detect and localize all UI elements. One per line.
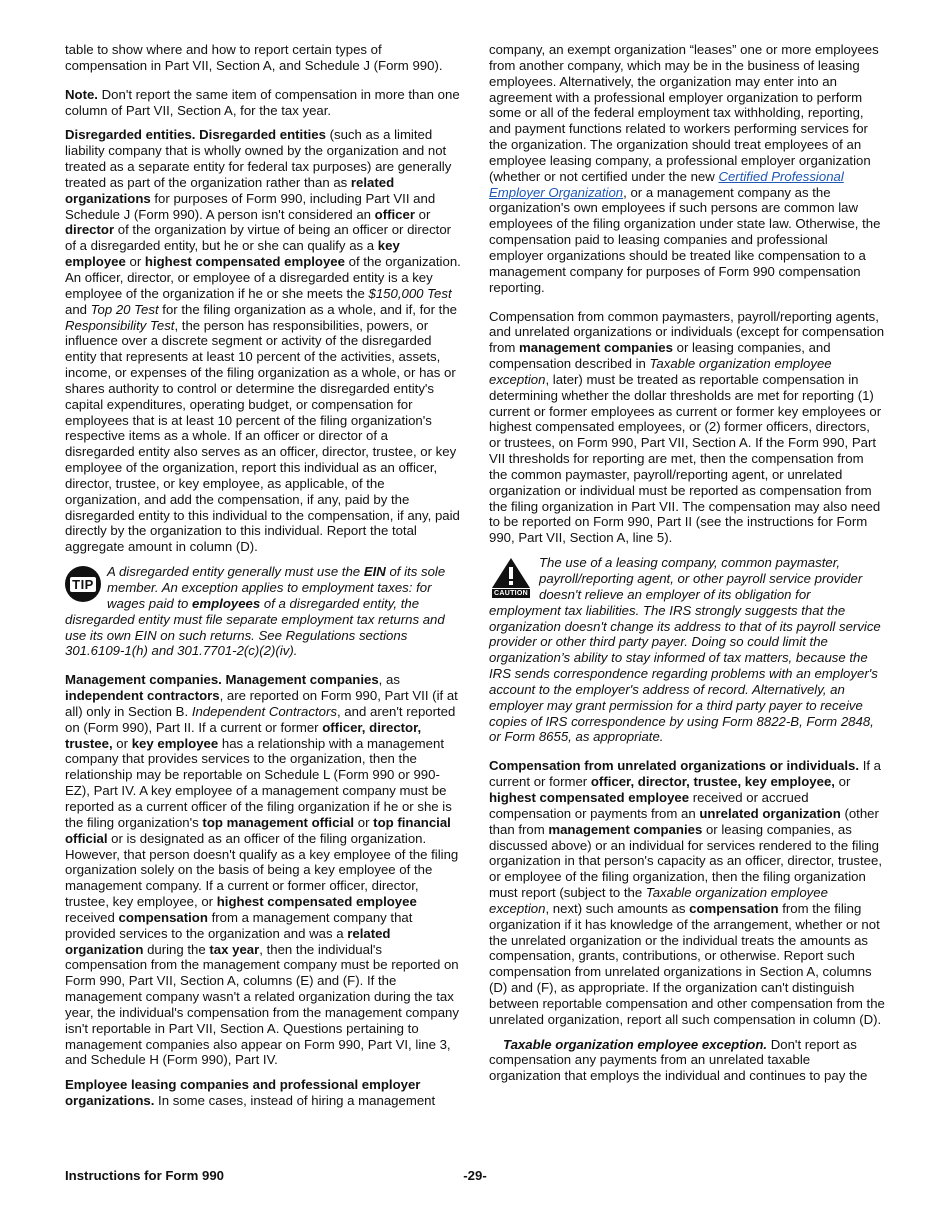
employee-leasing-paragraph: Employee leasing companies and professional employer organizations. In some cases, instead of hiring a management bbox=[65, 1077, 436, 1109]
employee-leasing-heading: Employee leasing companies and professional employer organizations. bbox=[65, 1077, 421, 1109]
disregarded-entities-paragraph: Disregarded entities. Disregarded entities (such as a limited liability company that is wholly owned by the organization and not treated as a separate entity for federal tax purposes) are generally treated as part of the organization rather than as related organizations for purposes of Form 990, including Part VII and Schedule J (Form 990). A person isn't considered an officer or director of the organization by virtue of being an officer or director of a disregarded entity, but he or she can qualify as a key employee or highest compensated employee of the organization. An officer, director, or employee of a disregarded entity is a key employee of the organization if he or she meets the $150,000 Test and Top 20 Test for the filing organization as a whole, and if, for the Responsibility Test, the person has responsibilities, powers, or influence over a discrete segment or activity of the disregarded entity that represents at least 10 percent of the activities, assets, income, or expenses of the filing organization as a whole, or has or shares authority to control or determine the disregarded entity's capital expenditures, operating budget, or compensation for employees that is at least 10 percent of the filing organization's respective items as a whole. If an officer or director of a disregarded entity also serves as an officer, director, trustee, or key employee of the organization, report this individual as an officer, director, trustee, or key employee, as applicable, of the organization, and add the compensation, if any, paid by the disregarded entity to this individual to the compensation, if any, paid directly by the organization to this individual. Report the total aggregate amount in column (D). bbox=[65, 127, 461, 555]
employee-leasing-continued: company, an exempt organization “leases” one or more employees from another company, which may be in the business of leasing employees. Alternatively, the organization may enter into an agreement with a professional employer organization to perform some or all of the federal employment tax withholding, reporting, and payment functions related to workers performing services for the organization. The organization should treat employees of an employee leasing company, a professional employer organization (whether or not certified under the new Certified Professional Employer Organization, or a management company as the organization's own employees if such persons are common law employees of the filing organization under state law. Otherwise, the compensation paid to leasing companies and professional employer organizations should be treated like compensation to a management company for purposes of Form 990 compensation reporting. bbox=[489, 42, 881, 295]
unrelated-organizations-paragraph: Compensation from unrelated organizations or individuals. If a current or former officer, director, trustee, key employee, or highest compensated employee received or accrued compensation or payments from an unrelated organization (other than from management companies or leasing companies, as discussed above) or an individual for services rendered to the filing organization in that person's capacity as an officer, director, trustee, or employee of the filing organization, then the filing organization must report (subject to the Taxable organization employee exception, next) such amounts as compensation from the filing organization if it has knowledge of the arrangement, whether or not the unrelated organization or the individual treats the amounts as compensation, grants, contributions, or otherwise. Report such compensation from unrelated organizations in Section A, columns (D) and (F), as appropriate. If the organization can't distinguish between reportable compensation and other compensation from the unrelated organization, report all such compensation in column (D). bbox=[489, 758, 885, 1027]
page-footer bbox=[65, 1168, 885, 1183]
footer-title: Instructions for Form 990 bbox=[65, 1168, 225, 1183]
disregarded-entities-heading: Disregarded entities. bbox=[65, 127, 196, 143]
taxable-exception-paragraph: Taxable organization employee exception. Don't report as compensation any payments from an unrelated taxable organization that employs the individual and continues to pay the bbox=[489, 1036, 868, 1084]
intro-paragraph: table to show where and how to report certain types of compensation in Part VII, Section A, and Schedule J (Form 990). bbox=[65, 42, 443, 73]
management-companies-paragraph: Management companies. Management companies, as independent contractors, are reported on Form 990, Part VII (if at all) only in Section B. Independent Contractors, and aren't reported on (Form 990), Part II. If a current or former officer, director, trustee, or key employee has a relationship with a management company that provides services to the organization, then the relationship may be reportable on Schedule L (Form 990 or 990-EZ), Part IV. A key employee of a management company must be reported as a current officer of the filing organization if he or she is the filing organization's top management official or top financial official or is designated as an officer of the filing organization. However, that person doesn't qualify as a key employee of the filing organization solely on the basis of being a key employee of the management company. If a current or former officer, director, trustee, key employee, or highest compensated employee received compensation from a management company that provided services to the organization and was a related organization during the tax year, then the individual's compensation from the management company must be reported on Form 990, Part VII, Section A, columns (E) and (F). If the management company wasn't a related organization during the tax year, the individual's compensation from the management company isn't reportable in Part VII, Section A. Questions pertaining to management companies also appear on Form 990, Part VI, line 3, and Schedule H (Form 990), Part IV. bbox=[65, 672, 459, 1068]
caution-callout: CAUTION The use of a leasing company, common paymaster, payroll/reporting agent, or other payroll service provider doesn't relieve an employer of its obligation for employment tax liabilities. The IRS strongly suggests that the organization doesn't change its address to that of its payroll service provider or other third party payer. Doing so could limit the organization’s ability to stay informed of tax matters, because the IRS sends correspondence regarding problems with an employer's account to the employer's address of record. Alternatively, an employer may grant permission for a third party payer to receive copies of IRS correspondence by using Form 8822-B, Form 2848, or Form 8655, as appropriate. bbox=[489, 555, 881, 745]
right-column bbox=[489, 42, 885, 1093]
unrelated-organizations-heading: Compensation from unrelated organizations or individuals. bbox=[489, 758, 860, 774]
cpeo-link[interactable]: Certified Professional Employer Organization bbox=[489, 168, 844, 200]
taxable-exception-heading: Taxable organization employee exception. bbox=[503, 1036, 768, 1052]
tip-callout: TIP A disregarded entity generally must use the EIN of its sole member. An exception applies to employment taxes: for wages paid to employees of a disregarded entity, the disregarded entity must file separate employment tax returns and use its own EIN on such returns. See Regulations sections 301.6109-1(h) and 301.7701-2(c)(2)(iv). bbox=[65, 564, 446, 659]
note-label: Note. bbox=[65, 86, 98, 102]
left-column bbox=[65, 42, 461, 1118]
tip-icon: TIP bbox=[65, 566, 101, 602]
warning-triangle-icon bbox=[491, 557, 531, 589]
note-paragraph: Note. Don't report the same item of compensation in more than one column of Part VII, Section A, for the tax year. bbox=[65, 86, 460, 118]
management-companies-heading: Management companies. bbox=[65, 672, 222, 688]
caution-icon: CAUTION bbox=[489, 557, 533, 598]
common-paymasters-paragraph: Compensation from common paymasters, payroll/reporting agents, and unrelated organizations or individuals (except for compensation from management companies or leasing companies, and compensation described in Taxable organization employee exception, later) must be treated as reportable compensation in determining whether the dollar thresholds are met for reporting (1) current or former employees as current or former key employees or highest compensated employees, or (2) former officers, directors, or trustees, on Form 990, Part VII, Section A. If the Form 990, Part VII thresholds for reporting are met, then the compensation from the common paymaster, payroll/reporting agent, or unrelated organization or individual must be reported as compensation from the filing organization in Part VII. The compensation may also need to be reported on Form 990, Part II (see the instructions for Form 990, Part VII, Section A, line 5). bbox=[489, 308, 885, 546]
page-number: -29- bbox=[463, 1168, 487, 1183]
